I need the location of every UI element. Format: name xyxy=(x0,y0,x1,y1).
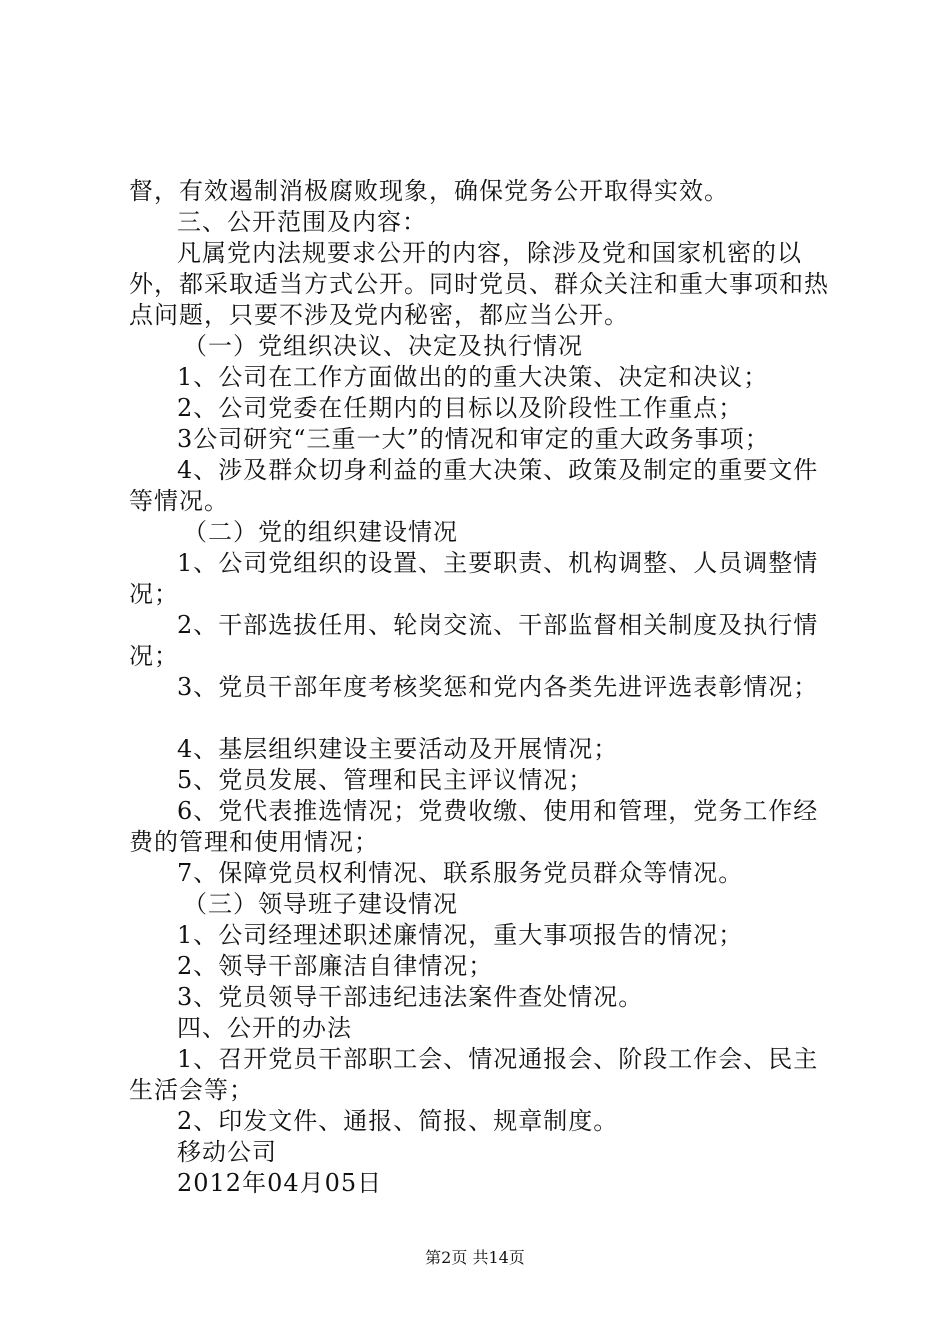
list-item: 5、党员发展、管理和民主评议情况； xyxy=(177,766,594,794)
list-item: 7、保障党员权利情况、联系服务党员群众等情况。 xyxy=(177,859,744,887)
signature-date: 2012年04月05日 xyxy=(177,1169,383,1197)
page-footer: 第2页 共14页 xyxy=(425,1248,525,1267)
list-item: 2、领导干部廉洁自律情况； xyxy=(177,952,494,980)
list-item: 6、党代表推选情况；党费收缴、使用和管理，党务工作经费的管理和使用情况； xyxy=(129,797,819,856)
list-item: 1、召开党员干部职工会、情况通报会、阶段工作会、民主生活会等； xyxy=(129,1045,819,1104)
list-item: 3、党员干部年度考核奖惩和党内各类先进评选表彰情况； xyxy=(177,673,819,701)
list-item: 4、涉及群众切身利益的重大决策、政策及制定的重要文件等情况。 xyxy=(129,456,819,515)
subsection-heading-2: （二）党的组织建设情况 xyxy=(183,518,458,546)
list-item: 3、党员领导干部违纪违法案件查处情况。 xyxy=(177,983,644,1011)
list-item: 1、公司经理述职述廉情况，重大事项报告的情况； xyxy=(177,921,744,949)
subsection-heading-1: （一）党组织决议、决定及执行情况 xyxy=(183,332,583,360)
subsection-heading-3: （三）领导班子建设情况 xyxy=(183,890,458,918)
list-item: 3公司研究“三重一大”的情况和审定的重大政务事项； xyxy=(177,425,770,453)
list-item: 1、公司在工作方面做出的的重大决策、决定和决议； xyxy=(177,363,769,391)
list-item: 1、公司党组织的设置、主要职责、机构调整、人员调整情况； xyxy=(129,549,819,608)
signature-company: 移动公司 xyxy=(177,1138,277,1166)
section-heading-methods: 四、公开的办法 xyxy=(177,1014,352,1042)
section-heading-scope: 三、公开范围及内容： xyxy=(177,208,427,236)
list-item: 2、公司党委在任期内的目标以及阶段性工作重点； xyxy=(177,394,744,422)
paragraph-scope-intro: 凡属党内法规要求公开的内容，除涉及党和国家机密的以外，都采取适当方式公开。同时党员、群众关注和重大事项和热点问题，只要不涉及党内秘密，都应当公开。 xyxy=(129,239,829,329)
list-item: 4、基层组织建设主要活动及开展情况； xyxy=(177,735,619,763)
paragraph-continuation: 督，有效遏制消极腐败现象，确保党务公开取得实效。 xyxy=(129,177,729,205)
document-body xyxy=(129,176,829,1199)
list-item: 2、印发文件、通报、简报、规章制度。 xyxy=(177,1107,619,1135)
list-item: 2、干部选拔任用、轮岗交流、干部监督相关制度及执行情况； xyxy=(129,611,819,670)
blank-line xyxy=(129,703,829,734)
